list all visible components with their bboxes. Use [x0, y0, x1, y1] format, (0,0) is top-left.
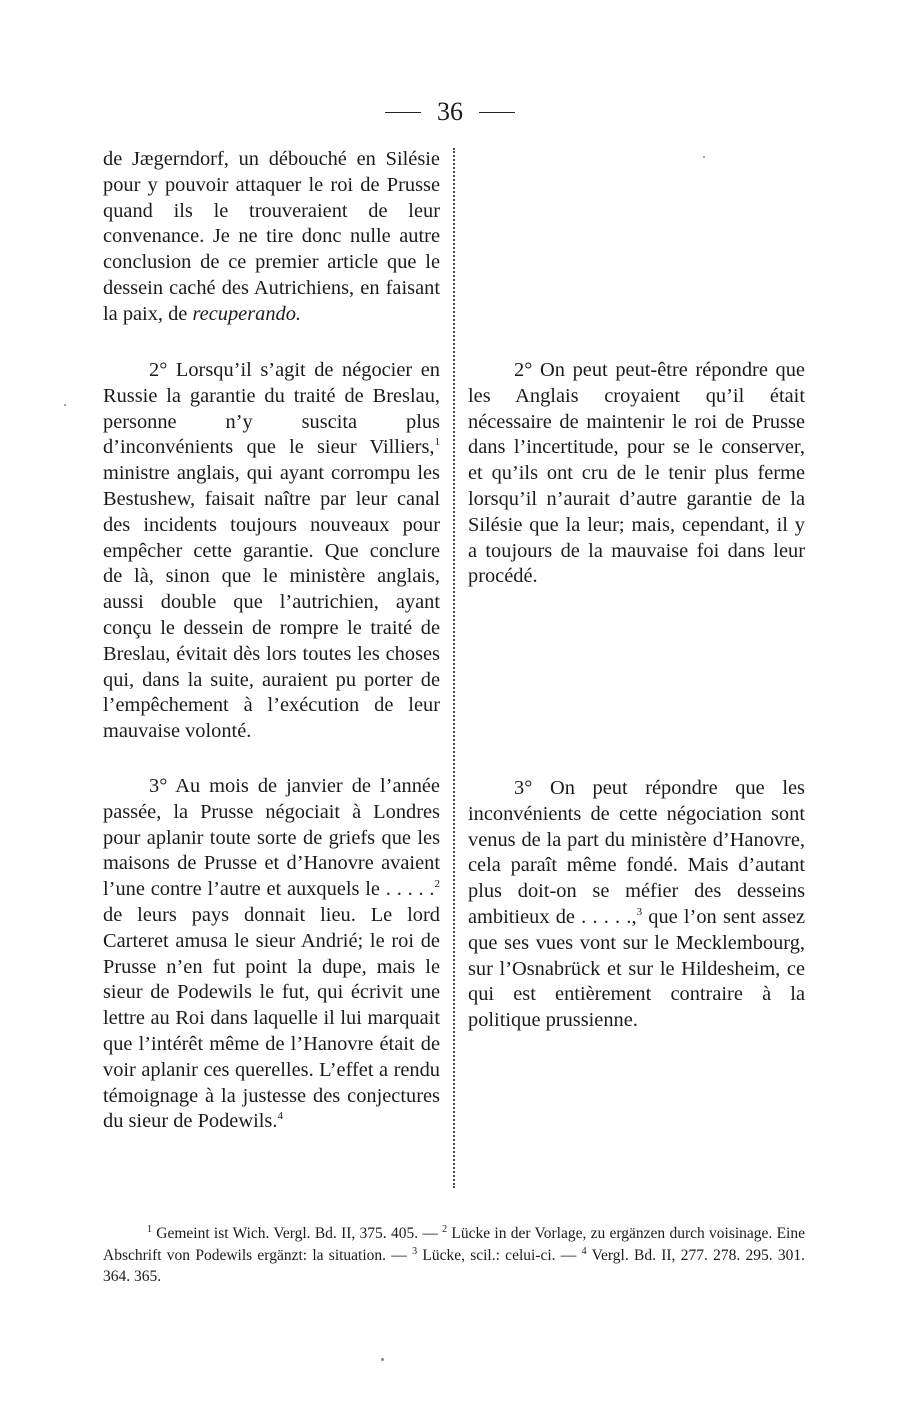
footnote-mark-4: 4: [581, 1245, 587, 1257]
left-para1-text: de Jægerndorf, un débouché en Silésie pour y pouvoir attaquer le roi de Prusse quand ils le trouveraient de leur convenance. Je ne tire donc nulle autre conclusion de ce premier article que le dessein caché des Autrichiens, en faisant la paix, de: [103, 148, 440, 325]
footnote-2: Lücke in der Vorlage, zu ergänzen durch voisinage. Eine Abschrift von Podewils ergänzt: la situation. —: [103, 1225, 805, 1264]
print-speck: [64, 404, 66, 406]
left-column-para1: [103, 147, 440, 328]
right-para2-text: 2° On peut peut-être répondre que les Anglais croyaient qu’il était nécessaire de maintenir le roi de Prusse dans l’incertitude, pour se le conserver, et qu’ils ont cru de le tenir plus ferme lorsqu’il n’aurait d’autre garantie de la Silésie que la leur; mais, cependant, il y a toujours de la mauvaise foi dans leur procédé.: [468, 359, 805, 588]
footnote-1: Gemeint ist Wich. Vergl. Bd. II, 375. 405. —: [152, 1225, 443, 1242]
left-column-para2: [103, 358, 440, 745]
footnote-ref-4: 4: [277, 1110, 283, 1123]
left-para3-text-b: de leurs pays donnait lieu. Le lord Carteret amusa le sieur Andrié; le roi de Prusse n’en fut point la dupe, mais le sieur de Podewils le fut, qui écrivit une lettre au Roi dans laquelle il lui marquait que l’intérêt même de l’Hanovre était de voir aplanir ces querelles. L’effet a rendu témoignage à la justesse des conjectures du sieur de Podewils.: [103, 903, 440, 1133]
folio-dash-right: [479, 112, 515, 113]
print-speck: [381, 1358, 384, 1361]
footnote-ref-3: 3: [636, 905, 643, 918]
page-number-header: [0, 96, 900, 128]
footnote-mark-3: 3: [412, 1245, 418, 1257]
right-column-para2: [468, 358, 805, 590]
print-speck: [703, 156, 705, 158]
footnote-ref-2: 2: [434, 878, 440, 891]
footnote-3: Lücke, scil.: celui-ci. —: [417, 1246, 582, 1264]
footnote-4: Vergl. Bd. II, 277. 278. 295. 301. 364. 365.: [103, 1246, 805, 1286]
right-para3-text-b: que l’on sent assez que ses vues vont sur le Mecklembourg, sur l’Osnabrück et sur le Hildesheim, ce qui est entièrement contraire à la politique prussienne.: [468, 905, 806, 1032]
column-divider: [453, 148, 455, 1188]
footnote-mark-2: 2: [442, 1224, 448, 1235]
footnotes: [103, 1223, 805, 1288]
left-column-para3: [103, 774, 440, 1135]
right-column-para3: [468, 776, 805, 1034]
left-para2-text-a: 2° Lorsqu’il s’agit de négocier en Russie la garantie du traité de Breslau, personne n’y suscita plus d’inconvénients que le sieur Villiers,: [103, 359, 440, 459]
footnote-mark-1: 1: [147, 1224, 152, 1235]
page-number: 36: [437, 97, 463, 126]
folio-dash-left: [385, 112, 421, 113]
left-para2-text-b: ministre anglais, qui ayant corrompu les Bestushew, faisait naître par leur canal des incidents toujours nouveaux pour empêcher cette garantie. Que conclure de là, sinon que le ministère anglais, aussi double que l’autrichien, ayant conçu le dessein de rompre le traité de Breslau, évitait dès lors toutes les choses qui, dans la suite, auraient pu porter de l’empêchement à l’exécution de leur mauvaise volonté.: [103, 462, 440, 743]
right-para3-text-a: 3° On peut répondre que les inconvénients de cette négociation sont venus de la part du ministère d’Hanovre, cela paraît même fondé. Mais d’autant plus doit-on se méfier des desseins ambitieux de . . . . .,: [468, 777, 805, 928]
footnote-ref-1: 1: [434, 436, 440, 449]
left-para3-text-a: 3° Au mois de janvier de l’année passée, la Prusse négociait à Londres pour aplanir toute sorte de griefs que les maisons de Prusse et d’Hanovre avaient l’une contre l’autre et auxquels le . . . . .: [103, 775, 440, 901]
left-para1-italic: recuperando.: [192, 302, 302, 325]
